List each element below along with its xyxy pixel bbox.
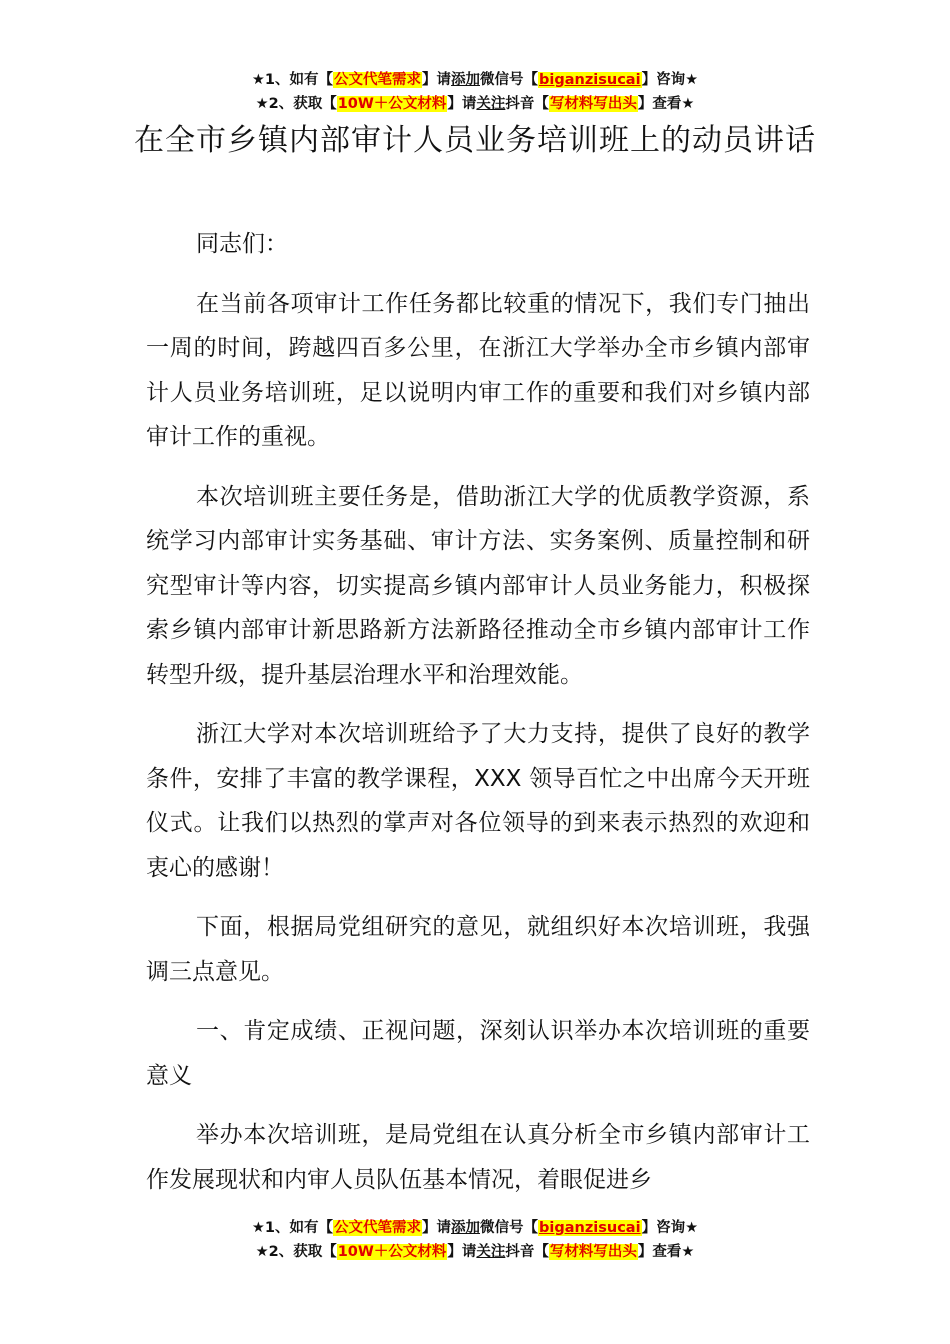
douyin-account-name: 写材料写出头 [549,96,637,112]
douyin-account-name: 写材料写出头 [549,1244,637,1260]
wechat-id-link[interactable]: biganzisucai [539,1220,641,1236]
promo-highlight-materials: 10W＋公文材料 [337,96,447,112]
paragraph: 在当前各项审计工作任务都比较重的情况下，我们专门抽出一周的时间，跨越四百多公里，在浙江大学举办全市乡镇内部审计人员业务培训班，足以说明内审工作的重要和我们对乡镇内部审计工作的重视。 [146,290,810,450]
paragraph: 浙江大学对本次培训班给予了大力支持，提供了良好的教学条件，安排了丰富的教学课程，XXX 领导百忙之中出席今天开班仪式。让我们以热烈的掌声对各位领导的到来表示热烈的欢迎和衷心的感谢！ [146,721,810,881]
promo-line-2: ★2、获取【10W＋公文材料】请关注抖音【写材料写出头】查看★ [255,96,695,112]
wechat-id-link[interactable]: biganzisucai [539,72,641,88]
promo-highlight-service: 公文代笔需求 [334,1220,422,1236]
header-promo-banner [0,68,950,116]
paragraph-salutation: 同志们： [196,231,288,257]
promo-highlight-materials: 10W＋公文材料 [337,1244,447,1260]
document-body [146,222,810,1217]
promo-highlight-service: 公文代笔需求 [334,72,422,88]
paragraph: 举办本次培训班，是局党组在认真分析全市乡镇内部审计工作发展现状和内审人员队伍基本情况，着眼促进乡 [146,1122,810,1193]
section-heading: 一、肯定成绩、正视问题，深刻认识举办本次培训班的重要意义 [146,1018,810,1089]
paragraph: 下面，根据局党组研究的意见，就组织好本次培训班，我强调三点意见。 [146,914,810,985]
paragraph: 本次培训班主要任务是，借助浙江大学的优质教学资源，系统学习内部审计实务基础、审计方法、实务案例、质量控制和研究型审计等内容，切实提高乡镇内部审计人员业务能力，积极探索乡镇内部审计新思路新方法新路径推动全市乡镇内部审计工作转型升级，提升基层治理水平和治理效能。 [146,483,810,688]
footer-promo-banner [0,1216,950,1264]
promo-line-1: ★1、如有【公文代笔需求】请添加微信号【biganzisucai】咨询★ [251,72,699,88]
promo-line-2: ★2、获取【10W＋公文材料】请关注抖音【写材料写出头】查看★ [255,1244,695,1260]
document-title: 在全市乡镇内部审计人员业务培训班上的动员讲话 [134,123,816,158]
promo-line-1: ★1、如有【公文代笔需求】请添加微信号【biganzisucai】咨询★ [251,1220,699,1236]
